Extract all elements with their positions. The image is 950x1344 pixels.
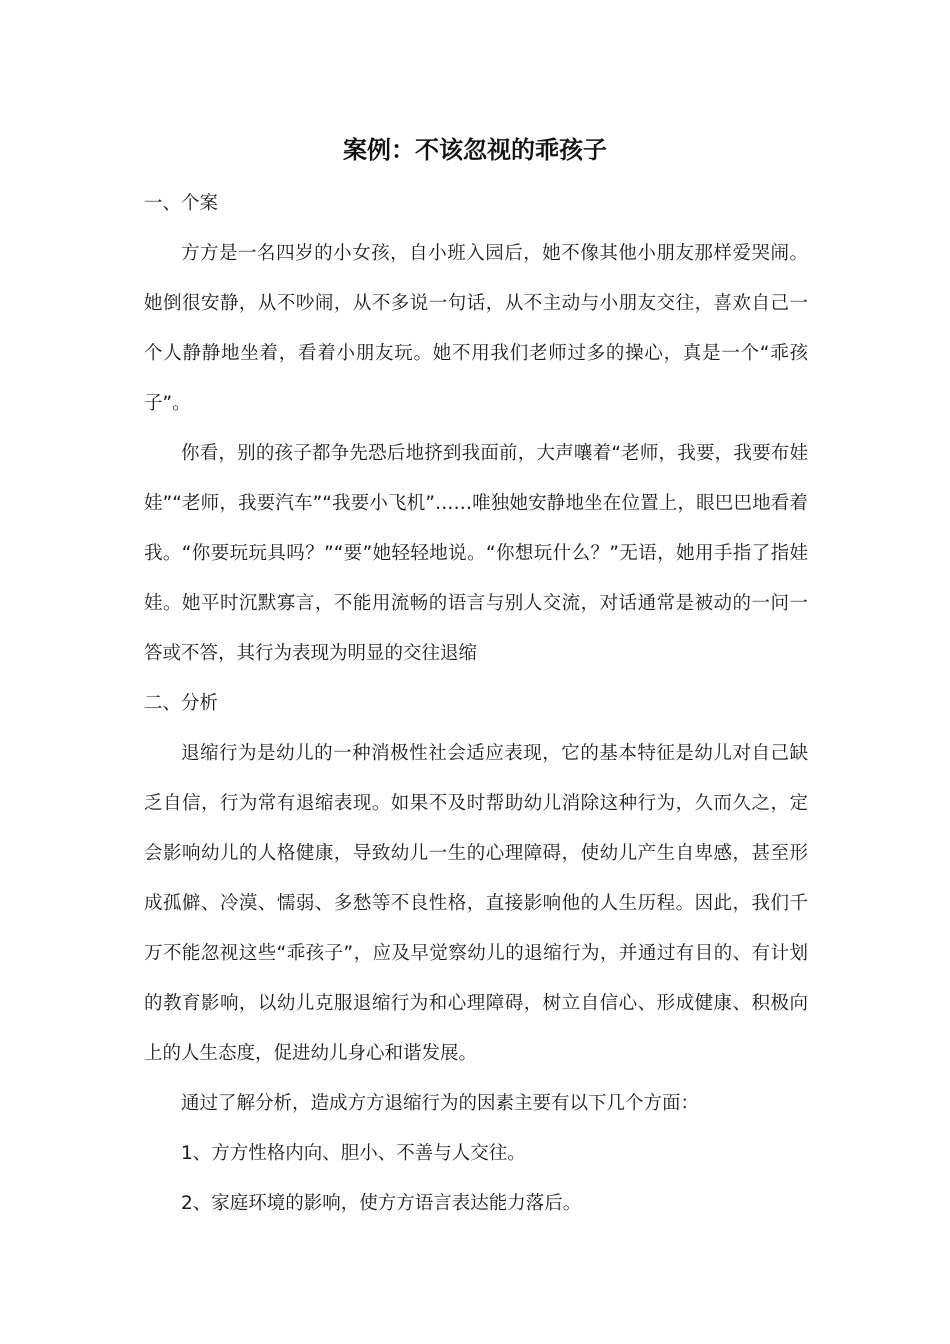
section-heading-case: 一、个案: [144, 193, 219, 214]
paragraph-analysis-main: 退缩行为是幼儿的一种消极性社会适应表现，它的基本特征是幼儿对自己缺乏自信，行为常有退缩表现。如果不及时帮助幼儿消除这种行为，久而久之，定会影响幼儿的人格健康，导致幼儿一生的心理障碍，使幼儿产生自卑感，甚至形成孤僻、冷漠、懦弱、多愁等不良性格，直接影响他的人生历程。因此，我们千万不能忽视这些“乖孩子”，应及早觉察幼儿的退缩行为，并通过有目的、有计划的教育影响，以幼儿克服退缩行为和心理障碍，树立自信心、形成健康、积极向上的人生态度，促进幼儿身心和谐发展。: [144, 743, 808, 1064]
list-item-factor-2: 2、家庭环境的影响，使方方语言表达能力落后。: [181, 1193, 582, 1214]
document-title: 案例：不该忽视的乖孩子: [343, 136, 607, 164]
paragraph-case-intro: 方方是一名四岁的小女孩，自小班入园后，她不像其他小朋友那样爱哭闹。她倒很安静，从不吵闹，从不多说一句话，从不主动与小朋友交往，喜欢自己一个人静静地坐着，看着小朋友玩。她不用我们老师过多的操心，真是一个“乖孩子”。: [144, 243, 808, 414]
paragraph-analysis-factors-intro: 通过了解分析，造成方方退缩行为的因素主要有以下几个方面：: [181, 1093, 700, 1114]
document-body: [144, 179, 808, 1229]
list-item-factor-1: 1、方方性格内向、胆小、不善与人交往。: [181, 1143, 526, 1164]
paragraph-case-behavior: 你看，别的孩子都争先恐后地挤到我面前，大声嚷着“老师，我要，我要布娃娃”“老师，我要汽车”“我要小飞机”……唯独她安静地坐在位置上，眼巴巴地看着我。“你要玩玩具吗？”“要”她轻轻地说。“你想玩什么？”无语，她用手指了指娃娃。她平时沉默寡言，不能用流畅的语言与别人交流，对话通常是被动的一问一答或不答，其行为表现为明显的交往退缩: [144, 443, 808, 664]
section-heading-analysis: 二、分析: [144, 693, 219, 714]
